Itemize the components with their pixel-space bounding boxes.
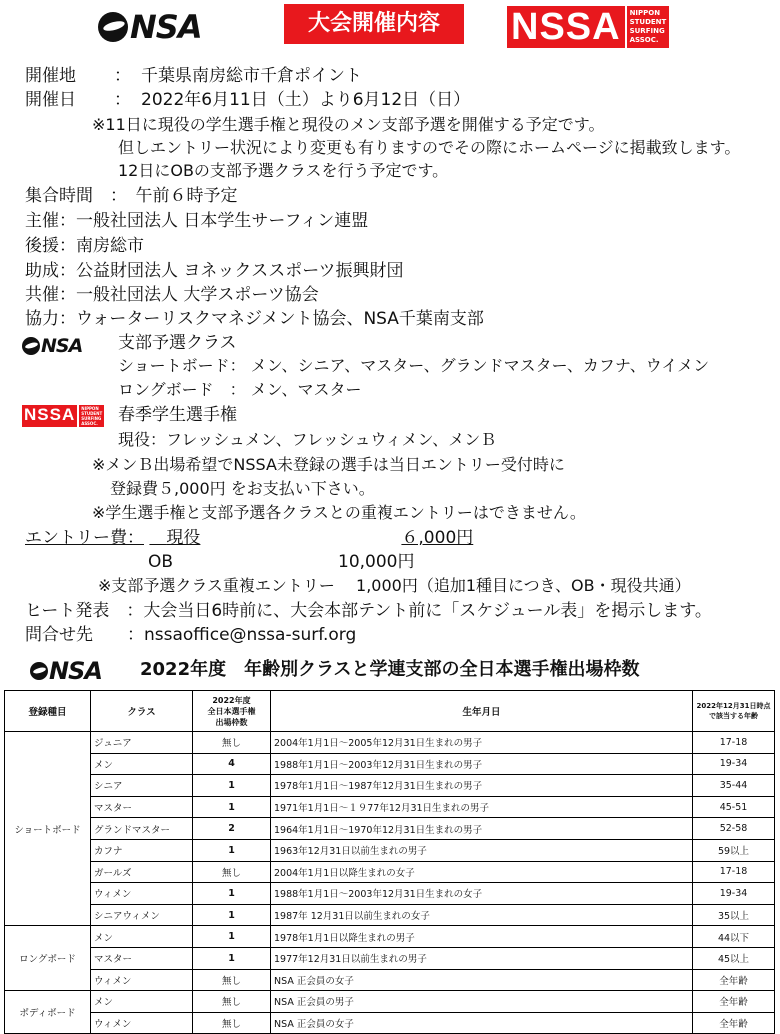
birthdate-cell: NSA 正会員の女子 <box>271 969 693 991</box>
fees-current-amount: ６,000円 <box>401 528 474 548</box>
table-row <box>5 732 775 754</box>
nssa-note-2: 登録費５,000円 をお支払い下さい。 <box>110 479 375 498</box>
nsa-longboard-classes: ロングボード ： メン、マスター <box>118 380 362 399</box>
date-line: 開催日 ： 2022年6月11日（土）より6月12日（日） <box>25 90 471 110</box>
age-cell: 全年齢 <box>693 1012 775 1034</box>
fees-ob-label: OB <box>148 552 174 572</box>
nsa-shortboard-classes: ショートボード： メン、シニア、マスター、グランドマスター、カフナ、ウイメン <box>118 356 710 375</box>
fees-label: エントリー費： <box>25 528 144 548</box>
header-birthdate: 生年月日 <box>271 691 693 732</box>
table-row <box>5 839 775 861</box>
header-event: 登録種目 <box>5 691 91 732</box>
age-cell: 17-18 <box>693 732 775 754</box>
slots-cell: 1 <box>193 926 271 948</box>
class-cell: カフナ <box>91 839 193 861</box>
slots-cell: 無し <box>193 969 271 991</box>
event-cell: ロングボード <box>5 926 91 991</box>
slots-cell: 無し <box>193 732 271 754</box>
date-note-3: 12日にOBの支部予選クラスを行う予定です。 <box>118 161 449 180</box>
birthdate-cell: 1963年12月31日以前生まれの男子 <box>271 839 693 861</box>
class-cell: メン <box>91 926 193 948</box>
grant-line: 助成：公益財団法人 ヨネックススポーツ振興財団 <box>25 261 404 281</box>
age-cell: 35以上 <box>693 904 775 926</box>
heat-line: ヒート発表 ：大会当日6時前に、大会本部テント前に「スケジュール表」を掲示します。 <box>25 601 712 621</box>
table-nsa-logo: NSA <box>30 657 102 685</box>
nsa-logo <box>98 8 202 46</box>
contact-email-link[interactable]: nssaoffice@nssa-surf.org <box>144 625 357 645</box>
organizer-line: 主催：一般社団法人 日本学生サーフィン連盟 <box>25 211 369 231</box>
fees-ob-amount: 10,000円 <box>338 552 415 572</box>
nsa-logo-icon <box>98 12 128 42</box>
nssa-small-logo: NSSA NIPPON STUDENT SURFING ASSOC. <box>24 405 103 426</box>
birthdate-cell: NSA 正会員の男子 <box>271 991 693 1013</box>
nssa-note-3: ※学生選手権と支部予選各クラスとの重複エントリーはできません。 <box>92 503 586 522</box>
birthdate-cell: 1988年1月1日～2003年12月31日生まれの女子 <box>271 883 693 905</box>
class-cell: ガールズ <box>91 861 193 883</box>
table-row <box>5 818 775 840</box>
birthdate-cell: 1988年1月1日～2003年12月31日生まれの男子 <box>271 753 693 775</box>
date-note-2: 但しエントリー状況により変更も有りますのでその際にホームページに掲載致します。 <box>118 138 741 157</box>
slots-cell: 1 <box>193 796 271 818</box>
table-row <box>5 753 775 775</box>
nssa-logo-text: NSSA <box>507 6 625 48</box>
age-cell: 45-51 <box>693 796 775 818</box>
slots-cell: 1 <box>193 904 271 926</box>
header-age: 2022年12月31日時点 で該当する年齢 <box>693 691 775 732</box>
age-cell: 35-44 <box>693 775 775 797</box>
date-note-1: ※11日に現役の学生選手権と現役のメン支部予選を開催する予定です。 <box>92 115 605 134</box>
birthdate-cell: 2004年1月1日～2005年12月31日生まれの男子 <box>271 732 693 754</box>
header-slots: 2022年度 全日本選手権 出場枠数 <box>193 691 271 732</box>
slots-cell: 1 <box>193 947 271 969</box>
age-cell: 19-34 <box>693 753 775 775</box>
table-row <box>5 775 775 797</box>
table-row <box>5 796 775 818</box>
nssa-note-1: ※メンＢ出場希望でNSSA未登録の選手は当日エントリー受付時に <box>92 455 565 474</box>
birthdate-cell: 1964年1月1日～1970年12月31日生まれの男子 <box>271 818 693 840</box>
fees-ob-line <box>148 552 414 572</box>
age-class-table <box>4 690 775 1034</box>
age-cell: 44以下 <box>693 926 775 948</box>
slots-cell: 無し <box>193 991 271 1013</box>
class-cell: シニア <box>91 775 193 797</box>
cosponsor-line: 共催：一般社団法人 大学スポーツ協会 <box>25 285 319 305</box>
table-row <box>5 947 775 969</box>
birthdate-cell: NSA 正会員の女子 <box>271 1012 693 1034</box>
table-row <box>5 991 775 1013</box>
slots-cell: 無し <box>193 1012 271 1034</box>
age-cell: 59以上 <box>693 839 775 861</box>
slots-cell: 1 <box>193 839 271 861</box>
slots-cell: 1 <box>193 775 271 797</box>
venue-line: 開催地 ： 千葉県南房総市千倉ポイント <box>25 66 362 86</box>
age-cell: 全年齢 <box>693 969 775 991</box>
nsa-small-logo-icon <box>22 337 40 355</box>
table-title: 2022年度 年齢別クラスと学連支部の全日本選手権出場枠数 <box>140 659 640 680</box>
cooperation-line: 協力：ウォーターリスクマネジメント協会、NSA千葉南支部 <box>25 309 484 329</box>
slots-cell: 2 <box>193 818 271 840</box>
nssa-logo-side: NIPPON STUDENT SURFING ASSOC. <box>627 6 670 48</box>
assembly-line: 集合時間 ： 午前６時予定 <box>25 186 238 206</box>
age-cell: 17-18 <box>693 861 775 883</box>
event-cell: ボディボード <box>5 991 91 1034</box>
nsa-section-title: 支部予選クラス <box>118 333 237 353</box>
slots-cell: 無し <box>193 861 271 883</box>
table-row <box>5 861 775 883</box>
class-cell: マスター <box>91 796 193 818</box>
fees-extra-note: ※支部予選クラス重複エントリー 1,000円（追加1種目につき、OB・現役共通） <box>98 576 691 595</box>
class-cell: ウィメン <box>91 1012 193 1034</box>
age-cell: 52-58 <box>693 818 775 840</box>
class-cell: メン <box>91 991 193 1013</box>
table-row <box>5 904 775 926</box>
class-cell: マスター <box>91 947 193 969</box>
class-cell: ジュニア <box>91 732 193 754</box>
header-class: クラス <box>91 691 193 732</box>
table-nsa-logo-icon <box>30 662 48 680</box>
nssa-current-classes: 現役：フレッシュメン、フレッシュウィメン、メンＢ <box>118 430 497 449</box>
birthdate-cell: 2004年1月1日以降生まれの女子 <box>271 861 693 883</box>
nssa-logo <box>507 6 669 48</box>
event-cell: ショートボード <box>5 732 91 926</box>
page-banner: 大会開催内容 <box>284 4 464 44</box>
class-cell: シニアウィメン <box>91 904 193 926</box>
slots-cell: 1 <box>193 883 271 905</box>
age-cell: 全年齢 <box>693 991 775 1013</box>
class-cell: メン <box>91 753 193 775</box>
table-row <box>5 883 775 905</box>
age-cell: 19-34 <box>693 883 775 905</box>
contact-line: 問合せ先 ：nssaoffice@nssa-surf.org <box>25 625 357 645</box>
birthdate-cell: 1978年1月1日～1987年12月31日生まれの男子 <box>271 775 693 797</box>
table-row <box>5 926 775 948</box>
slots-cell: 4 <box>193 753 271 775</box>
fees-line <box>25 528 473 548</box>
class-cell: グランドマスター <box>91 818 193 840</box>
class-cell: ウィメン <box>91 969 193 991</box>
nsa-small-logo: NSA <box>22 335 82 357</box>
birthdate-cell: 1977年12月31日以前生まれの男子 <box>271 947 693 969</box>
birthdate-cell: 1987年 12月31日以前生まれの女子 <box>271 904 693 926</box>
table-row <box>5 1012 775 1034</box>
birthdate-cell: 1978年1月1日以降生まれの男子 <box>271 926 693 948</box>
table-row <box>5 969 775 991</box>
age-cell: 45以上 <box>693 947 775 969</box>
fees-current-label: 現役 <box>166 528 201 548</box>
support-line: 後援：南房総市 <box>25 236 144 256</box>
nsa-logo-text: NSA <box>130 8 202 46</box>
nssa-section-title: 春季学生選手権 <box>118 405 237 425</box>
class-cell: ウィメン <box>91 883 193 905</box>
birthdate-cell: 1971年1月1日～１９77年12月31日生まれの男子 <box>271 796 693 818</box>
